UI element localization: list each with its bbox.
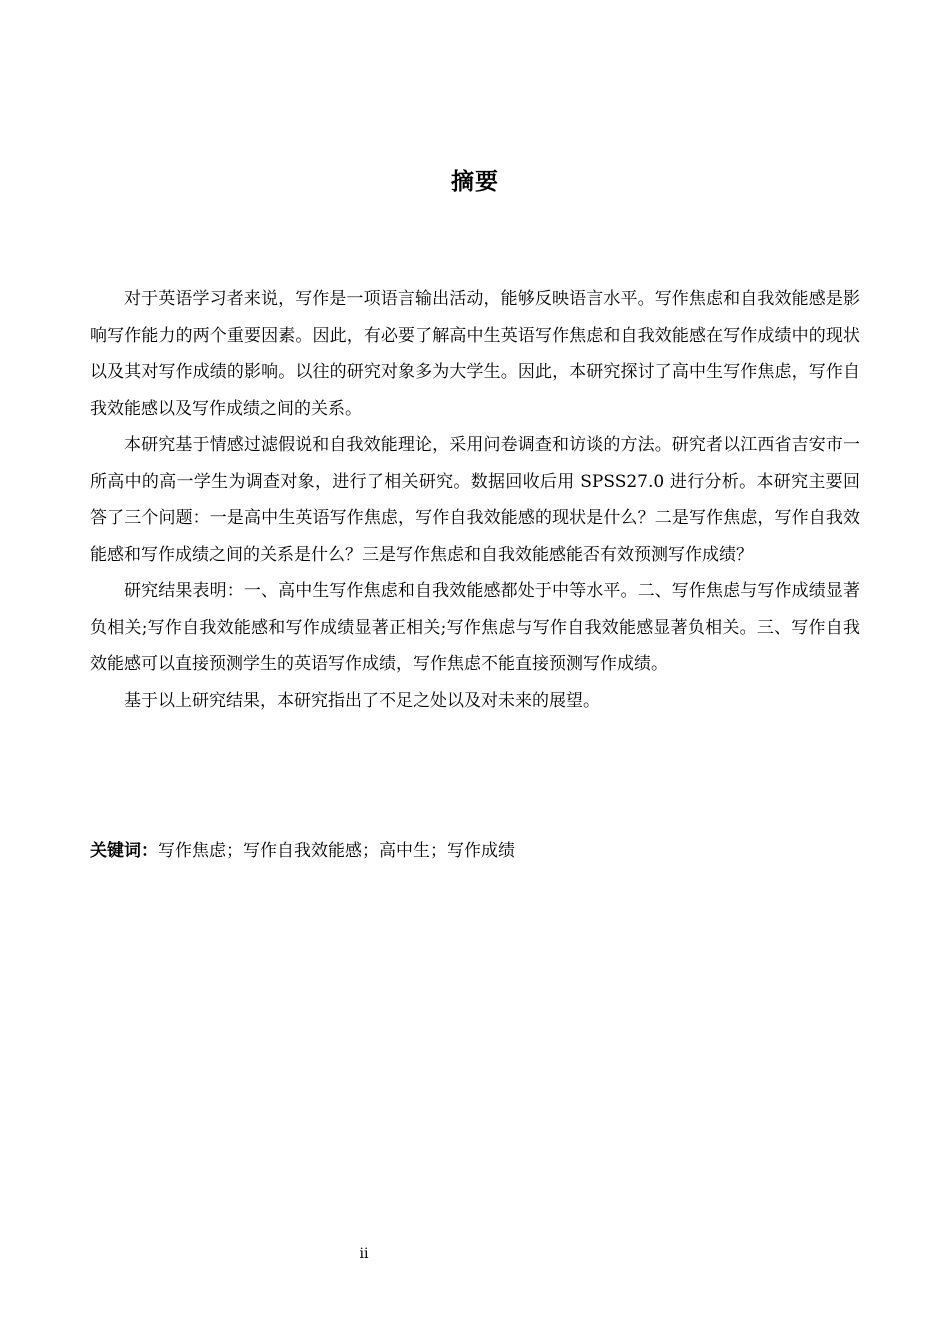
abstract-paragraph-4: 基于以上研究结果，本研究指出了不足之处以及对未来的展望。 [124,690,600,711]
page-number: ii [359,1246,369,1262]
keywords-text: 写作焦虑；写作自我效能感；高中生；写作成绩 [158,841,515,861]
keywords-line [90,833,860,869]
abstract-body [90,281,860,719]
abstract-paragraph-1: 对于英语学习者来说，写作是一项语言输出活动，能够反映语言水平。写作焦虑和自我效能感是影响写作能力的两个重要因素。因此，有必要了解高中生英语写作焦虑和自我效能感在写作成绩中的现状以及其对写作成绩的影响。以往的研究对象多为大学生。因此，本研究探讨了高中生写作焦虑，写作自我效能感以及写作成绩之间的关系。 [90,289,860,419]
abstract-paragraph-3: 研究结果表明：一、高中生写作焦虑和自我效能感都处于中等水平。二、写作焦虑与写作成绩显著负相关;写作自我效能感和写作成绩显著正相关;写作焦虑与写作自我效能感显著负相关。三、写作自我效能感可以直接预测学生的英语写作成绩，写作焦虑不能直接预测写作成绩。 [90,581,860,674]
abstract-paragraph-2: 本研究基于情感过滤假说和自我效能理论，采用问卷调查和访谈的方法。研究者以江西省吉安市一所高中的高一学生为调查对象，进行了相关研究。数据回收后用 SPSS27.0 进行分析。本研究主要回答了三个问题：一是高中生英语写作焦虑，写作自我效能感的现状是什么？二是写作焦虑，写作自我效能感和写作成绩之间的关系是什么？三是写作焦虑和自我效能感能否有效预测写作成绩？ [90,435,860,565]
keywords-label: 关键词： [90,841,158,861]
abstract-title: 摘要 [451,169,499,195]
